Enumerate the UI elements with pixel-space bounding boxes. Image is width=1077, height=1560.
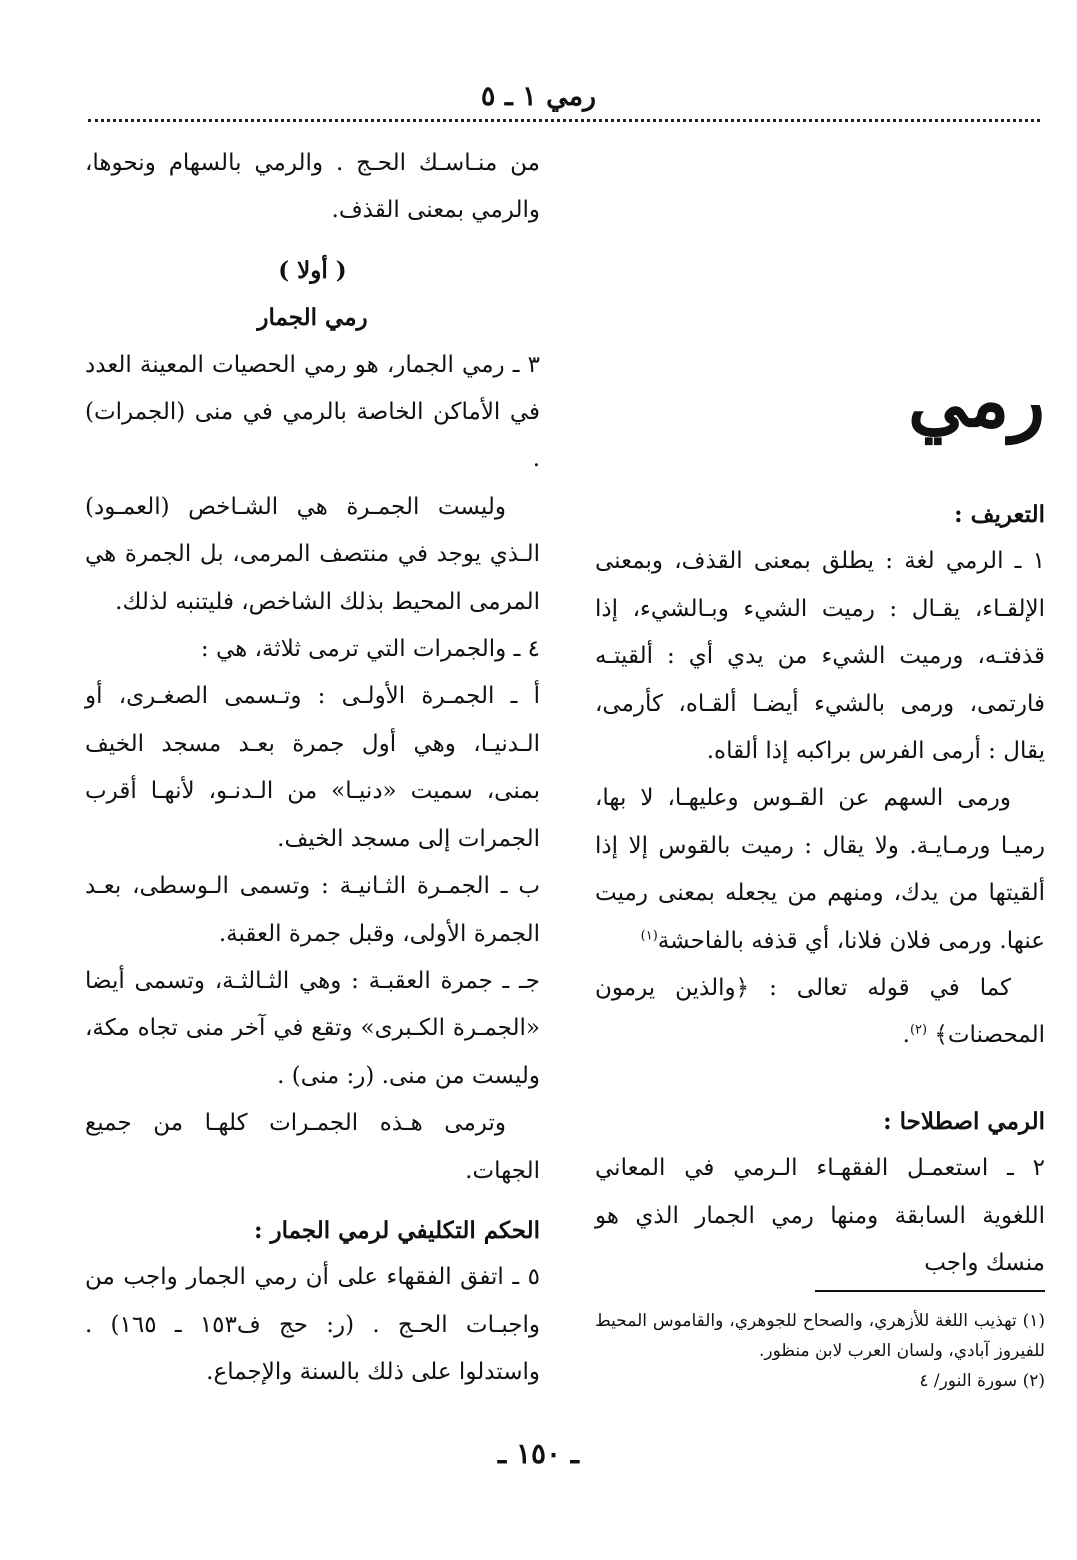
bow-paragraph-text: ورمى السهم عن القـوس وعليهـا، لا بها، رميـا ورمـايـة. ولا يقال : رميت بالقوس إلا إذا ألقيتها من يدك، ومنهم من يجعله بمعنى رميت عنها. ورمى فلان فلانا، أي قذفه بالفاحشة [595, 785, 1045, 954]
list-item-b: ب ـ الجمـرة الثـانيـة : وتسمى الـوسطى، بعـد الجمرة الأولى، وقبل جمرة العقبة. [85, 873, 540, 947]
section-gap [595, 1060, 1045, 1098]
entry-title: رمي [907, 358, 1045, 444]
term-heading: الرمي اصطلاحا : [883, 1107, 1045, 1135]
footnote-1: (١) تهذيب اللغة للأزهري، والصحاح للجوهري، والقاموس المحيط للفيروز آبادي، ولسان العرب لابن منظور. [595, 1311, 1045, 1361]
all-directions-paragraph: وترمى هـذه الجمـرات كلهـا من جميع الجهات. [85, 1110, 540, 1184]
part-title: رمي الجمار [257, 304, 368, 332]
paragraph-4: ٤ ـ والجمرات التي ترمى ثلاثة، هي : [200, 636, 540, 663]
footnote-2: (٢) سورة النور/ ٤ [919, 1371, 1045, 1391]
footnote-ref-2: (٢) [909, 1022, 928, 1038]
quran-paragraph-end: . [902, 1022, 910, 1049]
definition-paragraph: ١ ـ الرمي لغة : يطلق بمعنى القذف، وبمعنى الإلقـاء، يقـال : رميت الشيء وبـالشيء، إذا قذفتـه، ورميت الشيء من يدي أي : ألقيتـه فارتمى، ورمى بالشيء أيضـا ألقـاه، كأرمى، يقال : أرمى الفرس براكبه إذا ألقاه. [595, 548, 1045, 765]
continuation-paragraph: من منـاسـك الحـج . والرمي بالسهام ونحوها، والرمي بمعنى القذف. [85, 150, 540, 224]
part-label: ( أولا ) [278, 256, 347, 284]
footnote-rule [815, 1290, 1045, 1292]
section-gap [85, 1195, 540, 1207]
running-header: رمي ١ ـ ٥ [480, 81, 597, 112]
paragraph-3: ٣ ـ رمي الجمار، هو رمي الحصيات المعينة العدد في الأماكن الخاصة بالرمي في منى (الجمرات) . [85, 351, 540, 473]
footnote-ref-1: (١) [640, 928, 658, 943]
left-column [85, 140, 540, 1397]
list-item-c: جـ ـ جمرة العقبـة : وهي الثـالثـة، وتسمى أيضا «الجمـرة الكـبرى» وتقع في آخر منى تجاه مكة، وليست من منى. (ر: منى) . [85, 967, 540, 1089]
definition-heading: التعريف : [954, 501, 1045, 528]
quran-paragraph-text: كما في قوله تعالى : ﴿والذين يرمون المحصنات﴾ [595, 975, 1045, 1049]
ruling-heading: الحكم التكليفي لرمي الجمار : [253, 1216, 540, 1244]
footnotes [595, 1306, 1045, 1396]
list-item-a: أ ـ الجمـرة الأولـى : وتـسمى الصغـرى، أو الـدنيـا، وهي أول جمرة بعـد مسجد الخيف بمنى، سميت «دنيـا» من الـدنـو، لأنهـا أقرب الجمرات إلى مسجد الخيف. [85, 683, 540, 852]
page-number: ـ ١٥٠ ـ [497, 1437, 580, 1470]
bow-paragraph [595, 775, 1045, 965]
section-gap [85, 235, 540, 247]
right-column [595, 140, 1045, 1288]
quran-paragraph [595, 965, 1045, 1060]
paragraph-5: ٥ ـ اتفق الفقهاء على أن رمي الجمار واجب من واجبـات الحـج . (ر: حج ف١٥٣ ـ ١٦٥) . واستدلوا على ذلك بالسنة والإجماع. [85, 1264, 540, 1386]
header-dotted-rule [88, 119, 1040, 122]
term-paragraph: ٢ ـ استعمـل الفقهـاء الـرمي في المعاني اللغوية السابقة ومنها رمي الجمار الذي هو منسك واجب [595, 1155, 1045, 1277]
paragraph-3-note: وليست الجمـرة هي الشـاخص (العمـود) الـذي يوجد في منتصف المرمى، بل الجمرة هي المرمى المحيط بذلك الشاخص، فليتنبه لذلك. [85, 493, 540, 615]
